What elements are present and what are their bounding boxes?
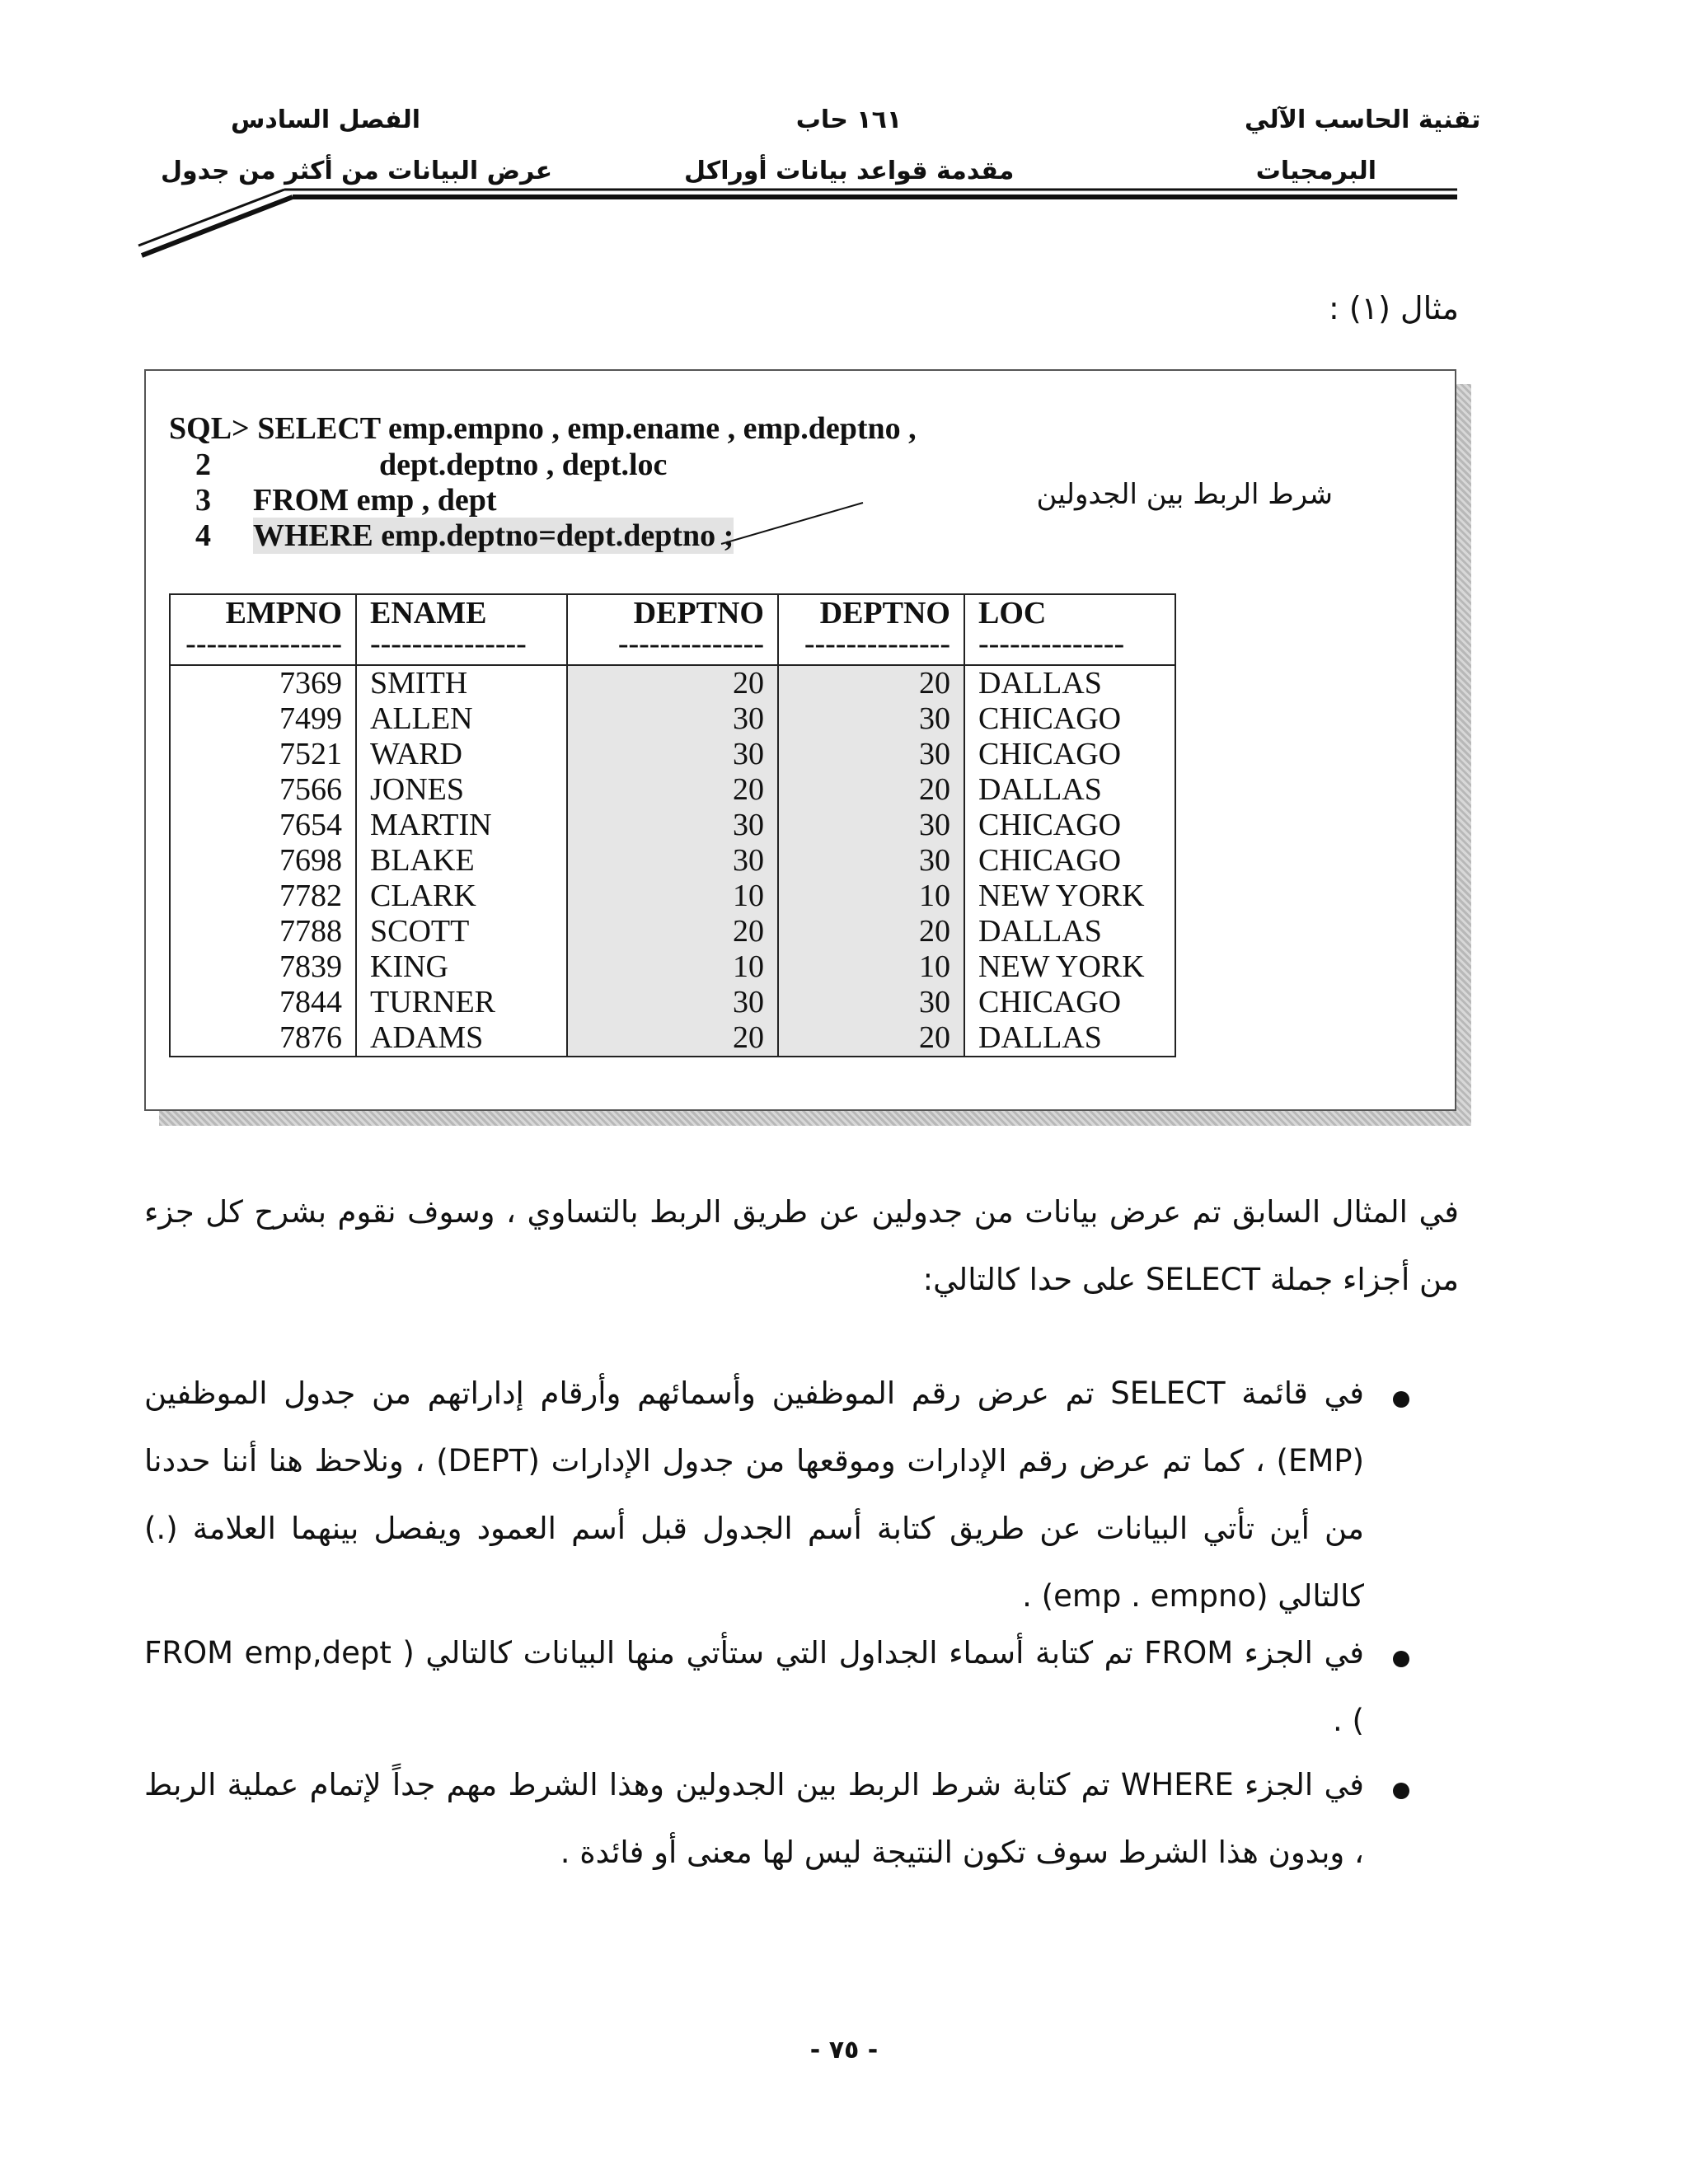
column-header-dept-deptno: DEPTNO bbox=[778, 594, 964, 631]
cell-emp-deptno: 20 bbox=[567, 665, 778, 701]
cell-empno: 7369 bbox=[170, 665, 356, 701]
table-row bbox=[170, 843, 1175, 879]
table-dash-row bbox=[170, 631, 1175, 665]
cell-ename: KING bbox=[356, 949, 567, 985]
cell-dept-deptno: 20 bbox=[778, 772, 964, 808]
cell-dept-deptno: 20 bbox=[778, 665, 964, 701]
table-row bbox=[170, 701, 1175, 737]
dash-separator: -------------- bbox=[778, 631, 964, 665]
sql-line-2: dept.deptno , dept.loc bbox=[379, 448, 668, 482]
cell-loc: CHICAGO bbox=[964, 737, 1175, 772]
cell-ename: SCOTT bbox=[356, 914, 567, 949]
cell-ename: JONES bbox=[356, 772, 567, 808]
cell-ename: MARTIN bbox=[356, 808, 567, 843]
sql-line-2-number: 2 bbox=[195, 448, 211, 482]
cell-ename: SMITH bbox=[356, 665, 567, 701]
cell-dept-deptno: 30 bbox=[778, 737, 964, 772]
result-table bbox=[169, 593, 1176, 1057]
table-row bbox=[170, 985, 1175, 1020]
cell-loc: DALLAS bbox=[964, 914, 1175, 949]
cell-loc: DALLAS bbox=[964, 665, 1175, 701]
table-row bbox=[170, 808, 1175, 843]
bullet-where: في الجزء WHERE تم كتابة شرط الربط بين الجدولين وهذا الشرط مهم جداً لإتمام عملية الربط ، وبدون هذا الشرط سوف تكون النتيجة ليس لها معنى أو فائدة . bbox=[144, 1767, 1364, 1870]
cell-ename: WARD bbox=[356, 737, 567, 772]
cell-dept-deptno: 30 bbox=[778, 843, 964, 879]
dash-separator: --------------- bbox=[170, 631, 356, 665]
sql-line-3: FROM emp , dept bbox=[253, 483, 497, 518]
cell-dept-deptno: 30 bbox=[778, 701, 964, 737]
header-left-top: الفصل السادس bbox=[231, 105, 421, 134]
column-header-ename: ENAME bbox=[356, 594, 567, 631]
dash-separator: -------------- bbox=[567, 631, 778, 665]
bullet-from: في الجزء FROM تم كتابة أسماء الجداول التي ستأتي منها البيانات كالتالي ( FROM emp,dept ) . bbox=[144, 1635, 1364, 1738]
bullet-dot bbox=[1393, 1391, 1409, 1408]
table-row bbox=[170, 914, 1175, 949]
dash-separator: --------------- bbox=[356, 631, 567, 665]
cell-ename: BLAKE bbox=[356, 843, 567, 879]
header-right-bottom: البرمجيات bbox=[1255, 157, 1376, 185]
cell-emp-deptno: 20 bbox=[567, 1020, 778, 1057]
cell-loc: DALLAS bbox=[964, 1020, 1175, 1057]
bullet-dot bbox=[1393, 1651, 1409, 1667]
annotation-pointer bbox=[146, 371, 1455, 585]
sql-line-4: WHERE emp.deptno=dept.deptno ; bbox=[253, 518, 734, 553]
cell-loc: NEW YORK bbox=[964, 879, 1175, 914]
cell-loc: DALLAS bbox=[964, 772, 1175, 808]
cell-empno: 7839 bbox=[170, 949, 356, 985]
column-header-loc: LOC bbox=[964, 594, 1175, 631]
cell-loc: CHICAGO bbox=[964, 985, 1175, 1020]
cell-emp-deptno: 30 bbox=[567, 843, 778, 879]
cell-empno: 7782 bbox=[170, 879, 356, 914]
header-right-top: تقنية الحاسب الآلي bbox=[1245, 105, 1481, 134]
cell-empno: 7876 bbox=[170, 1020, 356, 1057]
cell-emp-deptno: 30 bbox=[567, 985, 778, 1020]
cell-dept-deptno: 30 bbox=[778, 808, 964, 843]
page-number: - ٧٥ - bbox=[809, 2036, 879, 2064]
cell-emp-deptno: 30 bbox=[567, 737, 778, 772]
cell-ename: TURNER bbox=[356, 985, 567, 1020]
table-row bbox=[170, 737, 1175, 772]
cell-dept-deptno: 10 bbox=[778, 949, 964, 985]
cell-loc: CHICAGO bbox=[964, 701, 1175, 737]
cell-dept-deptno: 20 bbox=[778, 914, 964, 949]
bullet-dot bbox=[1393, 1783, 1409, 1799]
sql-line-3-number: 3 bbox=[195, 483, 211, 518]
sql-line-4-number: 4 bbox=[195, 518, 211, 553]
column-header-empno: EMPNO bbox=[170, 594, 356, 631]
header-center-top: ١٦١ حاب bbox=[795, 105, 903, 134]
cell-loc: NEW YORK bbox=[964, 949, 1175, 985]
cell-ename: ALLEN bbox=[356, 701, 567, 737]
cell-emp-deptno: 10 bbox=[567, 879, 778, 914]
header-rule bbox=[0, 0, 1688, 272]
cell-emp-deptno: 20 bbox=[567, 772, 778, 808]
table-row bbox=[170, 879, 1175, 914]
cell-empno: 7521 bbox=[170, 737, 356, 772]
dash-separator: -------------- bbox=[964, 631, 1175, 665]
cell-dept-deptno: 20 bbox=[778, 1020, 964, 1057]
cell-empno: 7844 bbox=[170, 985, 356, 1020]
sql-line-1: SQL> SELECT emp.empno , emp.ename , emp.deptno , bbox=[169, 411, 917, 446]
column-header-emp-deptno: DEPTNO bbox=[567, 594, 778, 631]
cell-emp-deptno: 10 bbox=[567, 949, 778, 985]
cell-empno: 7499 bbox=[170, 701, 356, 737]
cell-empno: 7654 bbox=[170, 808, 356, 843]
cell-loc: CHICAGO bbox=[964, 843, 1175, 879]
cell-loc: CHICAGO bbox=[964, 808, 1175, 843]
table-row bbox=[170, 1020, 1175, 1057]
cell-dept-deptno: 10 bbox=[778, 879, 964, 914]
bullet-select: في قائمة SELECT تم عرض رقم الموظفين وأسمائهم وأرقام إداراتهم من جدول الموظفين (EMP) ، كما تم عرض رقم الإدارات وموقعها من جدول الإدارات (DEPT) ، ونلاحظ هنا أننا حددنا من أين تأتي البيانات عن طريق كتابة أسم الجدول قبل أسم العمود ويفصل بينهما العلامة (.) كالتالي (emp . empno) . bbox=[144, 1376, 1365, 1614]
cell-emp-deptno: 20 bbox=[567, 914, 778, 949]
header-center-bottom: مقدمة قواعد بيانات أوراكل bbox=[684, 157, 1015, 185]
header-left-bottom: عرض البيانات من أكثر من جدول bbox=[161, 157, 553, 185]
cell-emp-deptno: 30 bbox=[567, 808, 778, 843]
cell-emp-deptno: 30 bbox=[567, 701, 778, 737]
table-row bbox=[170, 665, 1175, 701]
cell-empno: 7788 bbox=[170, 914, 356, 949]
join-condition-annotation: شرط الربط بين الجدولين bbox=[1036, 478, 1333, 511]
table-row bbox=[170, 949, 1175, 985]
cell-ename: ADAMS bbox=[356, 1020, 567, 1057]
cell-empno: 7698 bbox=[170, 843, 356, 879]
example-title: مثال (١) : bbox=[1328, 290, 1459, 326]
cell-empno: 7566 bbox=[170, 772, 356, 808]
table-row bbox=[170, 772, 1175, 808]
sql-box bbox=[144, 369, 1456, 1111]
intro-paragraph: في المثال السابق تم عرض بيانات من جدولين عن طريق الربط بالتساوي ، وسوف نقوم بشرح كل جزء من أجزاء جملة SELECT على حدا كالتالي: bbox=[144, 1194, 1459, 1297]
cell-ename: CLARK bbox=[356, 879, 567, 914]
cell-dept-deptno: 30 bbox=[778, 985, 964, 1020]
